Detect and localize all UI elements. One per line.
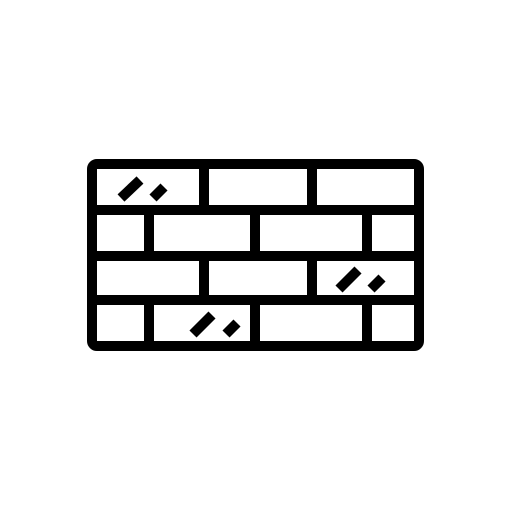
shine-mark-3 (193, 315, 237, 334)
shine-mark-2 (339, 270, 382, 289)
shine-mark-1 (121, 180, 164, 198)
